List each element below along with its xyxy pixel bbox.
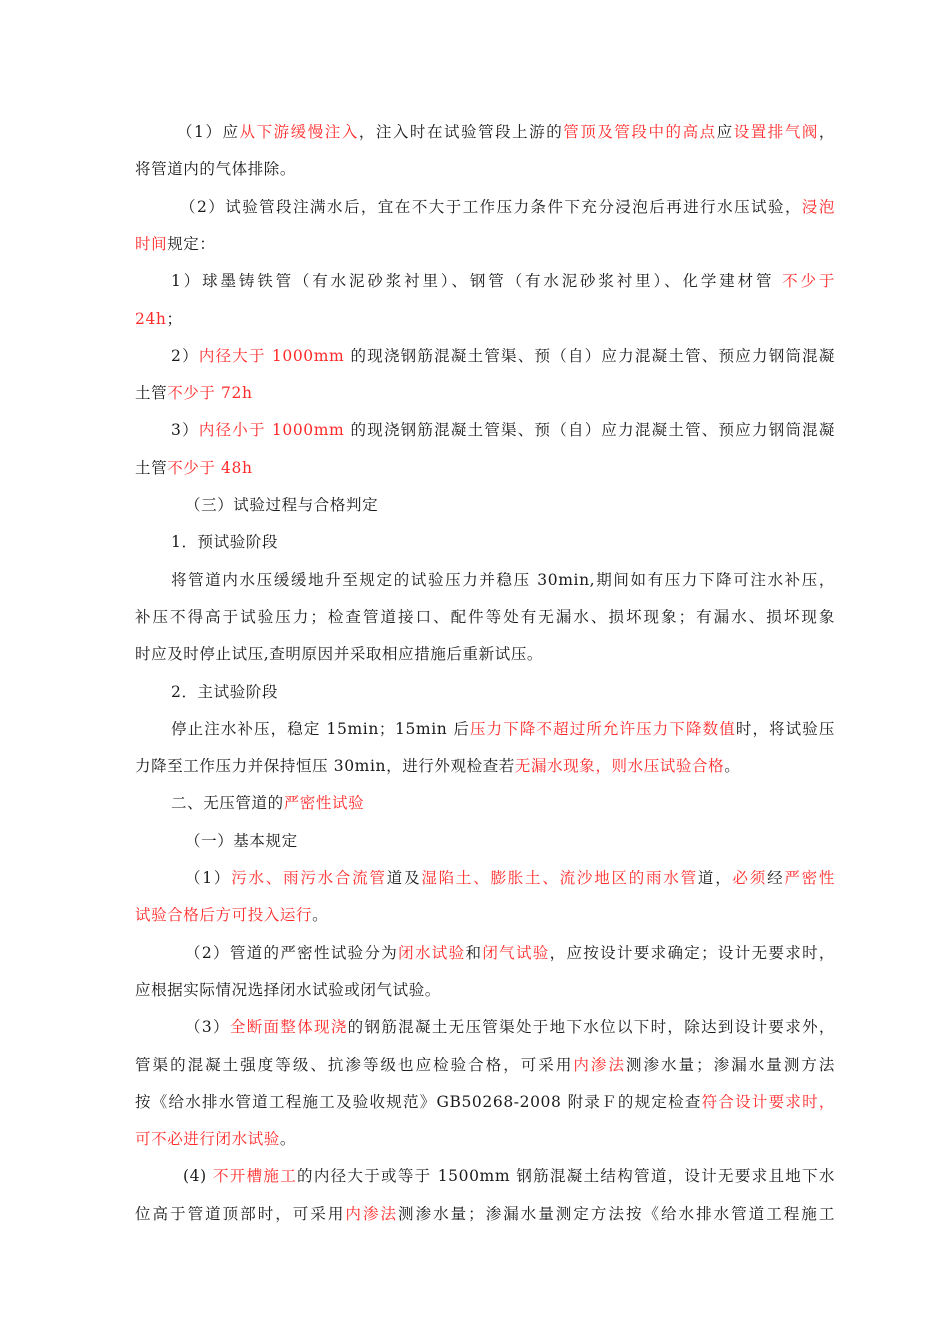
body-text: 应根据实际情况选择闭水试验或闭气试验。 xyxy=(135,980,441,999)
highlight-text: 内渗法 xyxy=(345,1204,399,1223)
body-text: ，注入时在试验管段上游的 xyxy=(358,123,564,141)
body-text: 3） xyxy=(171,421,199,440)
highlight-text: 严密性试验 xyxy=(283,794,365,813)
text-line xyxy=(185,830,835,852)
highlight-text: 闭水试验 xyxy=(398,943,466,962)
highlight-text: 内渗法 xyxy=(573,1055,626,1074)
body-text: 应 xyxy=(716,123,734,141)
body-text: 和 xyxy=(465,943,483,962)
text-line xyxy=(135,1054,835,1076)
text-line xyxy=(135,979,835,1001)
body-text: 的内径大于或等于 1500mm 钢筋混凝土结构管道，设计无要求且地下水 xyxy=(297,1167,835,1186)
text-line xyxy=(135,158,835,180)
text-line xyxy=(135,606,835,628)
body-text: 。 xyxy=(724,757,741,776)
highlight-text: 无漏水现象，则水压试验合格 xyxy=(514,757,725,776)
body-text: 时应及时停止试压,查明原因并采取相应措施后重新试压。 xyxy=(135,645,544,664)
body-text: 力降至工作压力并保持恒压 30min，进行外观检查若 xyxy=(135,757,515,776)
highlight-text: 设置排气阀 xyxy=(733,123,819,141)
text-line xyxy=(185,1016,835,1038)
body-text: 2．主试验阶段 xyxy=(171,682,279,701)
body-text: 时，将试验压 xyxy=(735,719,835,738)
body-text: 。 xyxy=(279,1130,297,1149)
body-text: （3） xyxy=(185,1018,230,1037)
body-text: 1）球墨铸铁管（有水泥砂浆衬里）、钢管（有水泥砂浆衬里）、化学建材管 xyxy=(171,272,783,291)
text-line xyxy=(135,1128,835,1150)
body-text: 1．预试验阶段 xyxy=(171,533,279,552)
body-text: 二、无压管道的 xyxy=(171,794,284,813)
text-line xyxy=(171,681,835,703)
text-line xyxy=(177,121,835,143)
body-text: 管渠的混凝土强度等级、抗渗等级也应检验合格，可采用 xyxy=(135,1055,574,1074)
body-text: 停止注水补压，稳定 15min；15min 后 xyxy=(171,719,471,738)
body-text: 规定： xyxy=(167,234,216,253)
highlight-text: 可不必进行闭水试验 xyxy=(135,1130,280,1149)
highlight-text: 不开槽施工 xyxy=(213,1167,298,1186)
body-text: 测渗水量；渗漏水量测方法 xyxy=(626,1055,835,1074)
body-text: ； xyxy=(166,309,183,328)
highlight-text: 管顶及管段中的高点 xyxy=(563,123,717,141)
text-line xyxy=(171,270,835,292)
highlight-text: 浸泡 xyxy=(801,197,835,216)
text-line xyxy=(185,867,835,889)
text-line xyxy=(185,494,835,516)
body-text: ， xyxy=(818,123,836,141)
highlight-text: 全断面整体现浇 xyxy=(229,1018,348,1037)
text-line xyxy=(171,345,835,367)
text-line xyxy=(180,196,835,218)
body-text: （一）基本规定 xyxy=(185,831,298,850)
text-line xyxy=(183,1165,835,1187)
body-text: ，应按设计要求确定；设计无要求时， xyxy=(549,943,836,962)
body-text: （1） xyxy=(185,869,232,887)
body-text: 道及 xyxy=(386,869,422,887)
body-text: 的钢筋混凝土无压管渠处于地下水位以下时，除达到设计要求外， xyxy=(347,1018,835,1037)
body-text: 经 xyxy=(767,869,785,887)
highlight-text: 不少于 48h xyxy=(167,458,253,477)
highlight-text: 试验合格后方可投入运行 xyxy=(135,906,313,925)
body-text: 将管道内的气体排除。 xyxy=(135,160,297,179)
text-line xyxy=(171,419,835,441)
highlight-text: 从下游缓慢注入 xyxy=(239,123,359,141)
highlight-text: 时间 xyxy=(135,234,168,253)
body-text: 测渗水量；渗漏水量测定方法按《给水排水管道工程施工 xyxy=(398,1204,835,1223)
highlight-text: 必须 xyxy=(732,869,768,887)
highlight-text: 不少于 72h xyxy=(167,384,253,403)
text-line xyxy=(171,531,835,553)
text-line xyxy=(135,457,835,479)
text-line xyxy=(171,718,835,740)
highlight-text: 闭气试验 xyxy=(482,943,550,962)
body-text: (4) xyxy=(183,1167,213,1186)
highlight-text: 24h xyxy=(135,309,167,328)
body-text: 土管 xyxy=(135,458,168,477)
body-text: 道， xyxy=(697,869,733,887)
highlight-text: 不少于 xyxy=(782,272,835,291)
highlight-text: 内径小于 1000mm xyxy=(198,421,345,440)
text-line xyxy=(135,643,835,665)
body-text: 补压不得高于试验压力；检查管道接口、配件等处有无漏水、损坏现象；有漏水、损坏现象 xyxy=(135,607,835,626)
body-text: 土管 xyxy=(135,384,168,403)
text-line xyxy=(135,755,835,777)
highlight-text: 严密性 xyxy=(784,869,836,887)
text-line xyxy=(135,1091,835,1113)
body-text: 的现浇钢筋混凝土管渠、预（自）应力混凝土管、预应力钢筒混凝 xyxy=(344,421,835,440)
body-text: 将管道内水压缓缓地升至规定的试验压力并稳压 30min,期间如有压力下降可注水补压， xyxy=(171,570,835,589)
body-text: 的现浇钢筋混凝土管渠、预（自）应力混凝土管、预应力钢筒混凝 xyxy=(344,346,835,365)
text-line xyxy=(135,1203,835,1225)
text-line xyxy=(135,904,835,926)
body-text: 2） xyxy=(171,346,199,365)
body-text: 位高于管道顶部时，可采用 xyxy=(135,1204,346,1223)
text-line xyxy=(185,942,835,964)
text-line xyxy=(171,792,835,814)
highlight-text: 压力下降不超过所允许压力下降数值 xyxy=(470,719,736,738)
body-text: （三）试验过程与合格判定 xyxy=(185,496,379,514)
highlight-text: 湿陷土、膨胀土、流沙地区的雨水管 xyxy=(421,869,698,887)
body-text: （2）试验管段注满水后，宜在不大于工作压力条件下充分浸泡后再进行水压试验， xyxy=(180,197,802,216)
highlight-text: 符合设计要求时， xyxy=(701,1092,835,1111)
body-text: （1）应 xyxy=(177,123,240,141)
highlight-text: 污水、雨污水合流管 xyxy=(231,869,387,887)
text-line xyxy=(171,569,835,591)
text-line xyxy=(135,308,835,330)
text-line xyxy=(135,382,835,404)
text-line xyxy=(135,233,835,255)
highlight-text: 内径大于 1000mm xyxy=(198,346,345,365)
body-text: （2）管道的严密性试验分为 xyxy=(185,943,399,962)
body-text: 按《给水排水管道工程施工及验收规范》GB50268-2008 附录Ｆ的规定检查 xyxy=(135,1092,702,1111)
body-text: 。 xyxy=(312,906,329,925)
